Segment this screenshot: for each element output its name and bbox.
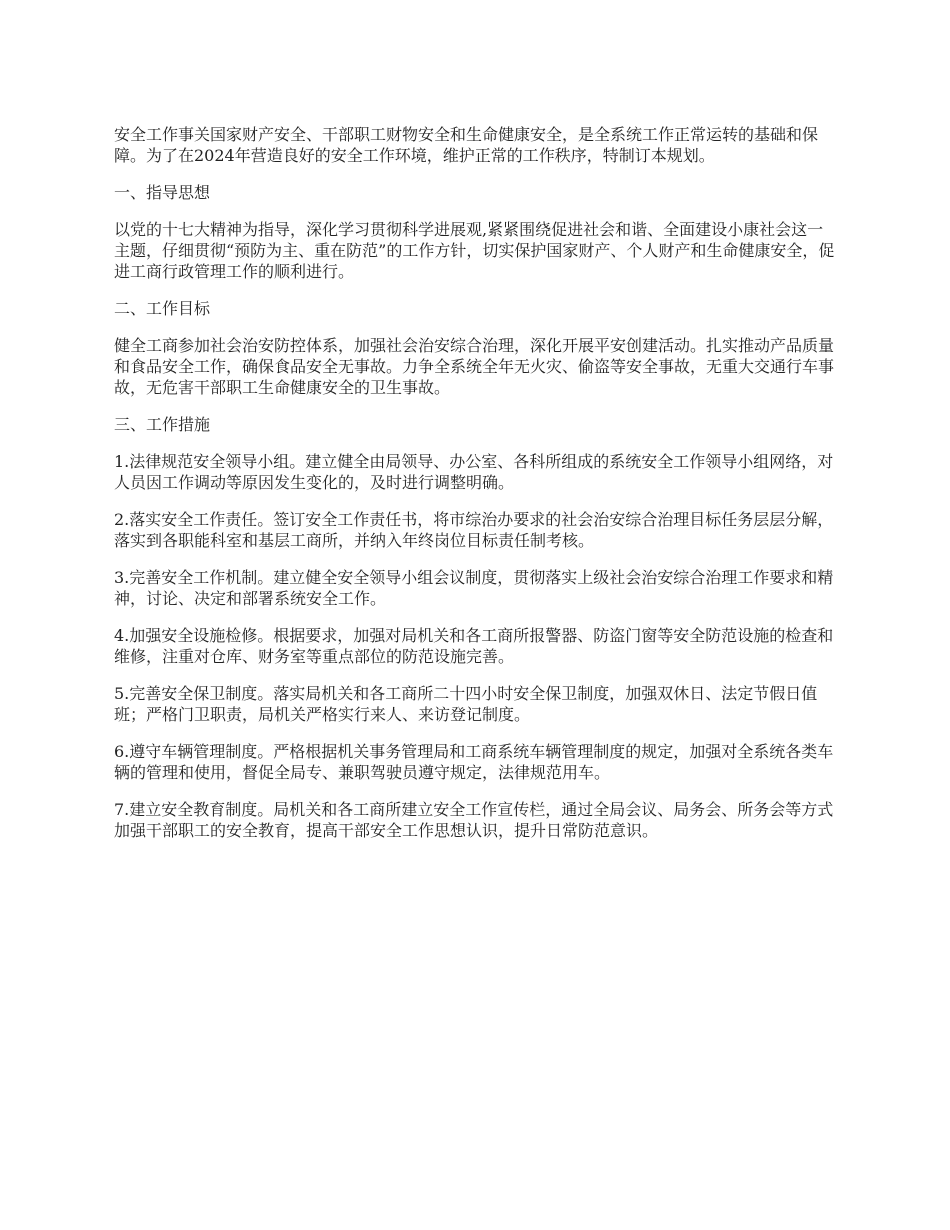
section-heading-guiding-ideology: 一、指导思想 (114, 183, 211, 202)
measure-item-4: 4.加强安全设施检修。根据要求，加强对局机关和各工商所报警器、防盗门窗等安全防范设施的检查和维修，注重对仓库、财务室等重点部位的防范设施完善。 (114, 626, 834, 666)
measure-item-7: 7.建立安全教育制度。局机关和各工商所建立安全工作宣传栏，通过全局会议、局务会、所务会等方式加强干部职工的安全教育，提高干部安全工作思想认识，提升日常防范意识。 (114, 800, 834, 840)
measure-item-2: 2.落实安全工作责任。签订安全工作责任书，将市综治办要求的社会治安综合治理目标任务层层分解，落实到各职能科室和基层工商所，并纳入年终岗位目标责任制考核。 (114, 510, 834, 550)
measure-item-3: 3.完善安全工作机制。建立健全安全领导小组会议制度，贯彻落实上级社会治安综合治理工作要求和精神，讨论、决定和部署系统安全工作。 (114, 568, 834, 608)
measure-item-1: 1.法律规范安全领导小组。建立健全由局领导、办公室、各科所组成的系统安全工作领导小组网络，对人员因工作调动等原因发生变化的，及时进行调整明确。 (114, 452, 834, 492)
section-heading-work-measures: 三、工作措施 (114, 415, 211, 434)
intro-paragraph: 安全工作事关国家财产安全、干部职工财物安全和生命健康安全，是全系统工作正常运转的基础和保障。为了在2024年营造良好的安全工作环境，维护正常的工作秩序，特制订本规划。 (114, 125, 819, 165)
measure-item-5: 5.完善安全保卫制度。落实局机关和各工商所二十四小时安全保卫制度，加强双休日、法定节假日值班；严格门卫职责，局机关严格实行来人、来访登记制度。 (114, 684, 818, 724)
section-heading-work-goals: 二、工作目标 (114, 299, 211, 318)
document-page (114, 124, 838, 857)
guiding-ideology-paragraph: 以党的十七大精神为指导，深化学习贯彻科学进展观,紧紧围绕促进社会和谐、全面建设小康社会这一主题，仔细贯彻“预防为主、重在防范”的工作方针，切实保护国家财产、个人财产和生命健康安全，促进工商行政管理工作的顺利进行。 (114, 220, 835, 281)
measure-item-6: 6.遵守车辆管理制度。严格根据机关事务管理局和工商系统车辆管理制度的规定，加强对全系统各类车辆的管理和使用，督促全局专、兼职驾驶员遵守规定，法律规范用车。 (114, 742, 834, 782)
work-goals-paragraph: 健全工商参加社会治安防控体系，加强社会治安综合治理，深化开展平安创建活动。扎实推动产品质量和食品安全工作，确保食品安全无事故。力争全系统全年无火灾、偷盗等安全事故，无重大交通行车事故，无危害干部职工生命健康安全的卫生事故。 (114, 336, 835, 397)
